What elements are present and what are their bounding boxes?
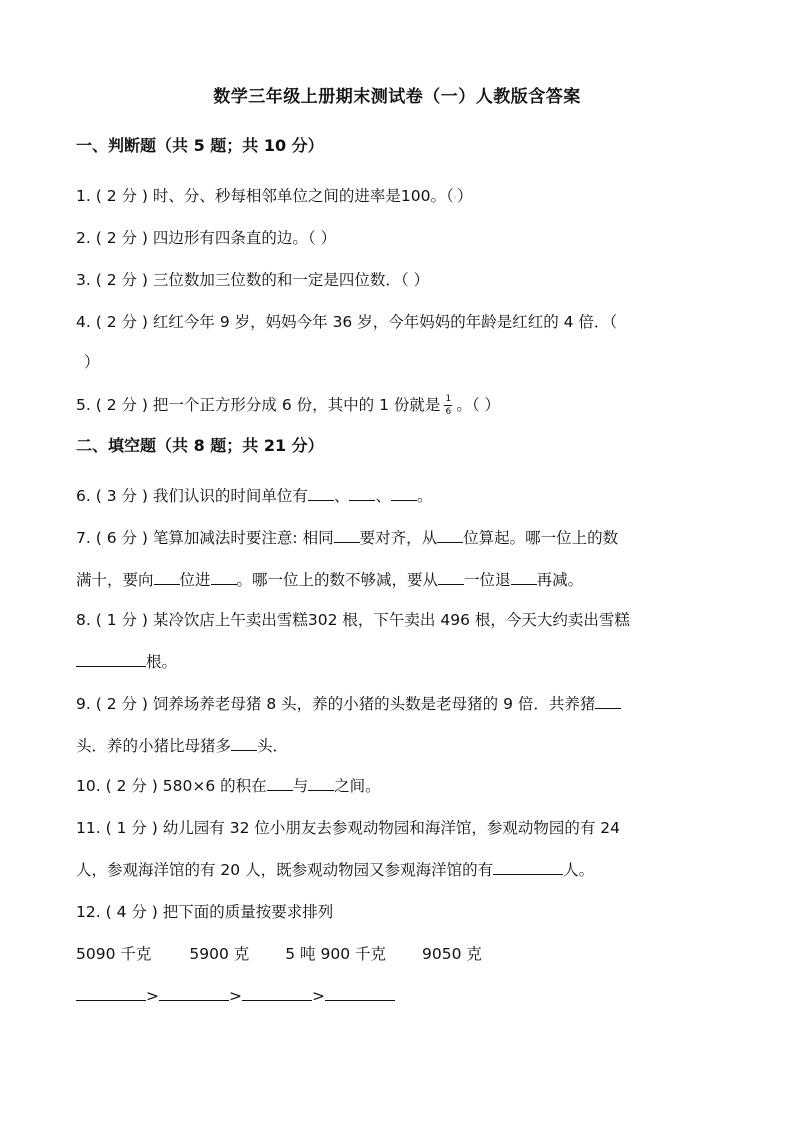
answer-blank[interactable] bbox=[76, 652, 146, 667]
answer-blank[interactable] bbox=[334, 528, 360, 543]
greater-than-sign: > bbox=[146, 987, 159, 1005]
question-text: 笔算加减法时要注意: 相同 bbox=[152, 529, 334, 547]
question-text: 人，参观海洋馆的有 20 人，既参观动物园又参观海洋馆的有 bbox=[76, 861, 494, 879]
question-text: 红红今年 9 岁，妈妈今年 36 岁，今年妈妈的年龄是红红的 4 倍．（ bbox=[152, 313, 618, 331]
question-text: 饲养场养老母猪 8 头，养的小猪的头数是老母猪的 9 倍．共养猪 bbox=[152, 695, 596, 713]
question-number: 11. bbox=[76, 819, 101, 837]
question-5 bbox=[76, 394, 726, 417]
question-score: ( 2 分 ) bbox=[95, 695, 148, 713]
question-text: 。哪一位上的数不够减，要从 bbox=[236, 571, 439, 589]
answer-blank[interactable] bbox=[76, 986, 146, 1001]
fraction-bar bbox=[444, 405, 452, 406]
question-text: 一位退 bbox=[464, 571, 511, 589]
answer-blank[interactable] bbox=[242, 986, 312, 1001]
question-7 bbox=[76, 528, 726, 548]
question-1 bbox=[76, 186, 726, 209]
answer-blank[interactable] bbox=[349, 486, 375, 501]
question-text-end: 根。 bbox=[146, 653, 178, 671]
question-12 bbox=[76, 902, 726, 922]
answer-blank[interactable] bbox=[211, 570, 237, 585]
question-text: 我们认识的时间单位有 bbox=[152, 487, 308, 505]
question-4 bbox=[76, 312, 726, 332]
question-number: 8. bbox=[76, 611, 91, 629]
question-score: ( 1 分 ) bbox=[95, 611, 148, 629]
question-text-end: 头． bbox=[257, 737, 289, 755]
separator: 、 bbox=[375, 487, 391, 505]
question-score: ( 2 分 ) bbox=[95, 229, 148, 247]
question-score: ( 3 分 ) bbox=[95, 487, 148, 505]
question-4-continued: ） bbox=[84, 353, 100, 371]
weights-list bbox=[76, 944, 726, 964]
answer-blank[interactable] bbox=[511, 570, 537, 585]
section-heading-judgment: 一、判断题（共 5 题；共 10 分） bbox=[76, 136, 324, 155]
section-heading-fill-in: 二、填空题（共 8 题；共 21 分） bbox=[76, 436, 324, 455]
question-score: ( 2 分 ) bbox=[95, 187, 148, 205]
question-6 bbox=[76, 486, 726, 506]
question-number: 1. bbox=[76, 187, 91, 205]
question-score: ( 4 分 ) bbox=[105, 903, 158, 921]
question-number: 6. bbox=[76, 487, 91, 505]
answer-blank[interactable] bbox=[493, 860, 563, 875]
question-11-continued bbox=[76, 860, 726, 880]
weight-item: 5 吨 900 千克 bbox=[285, 945, 386, 963]
question-text: 位进 bbox=[179, 571, 211, 589]
greater-than-sign: > bbox=[229, 987, 242, 1005]
question-text-end: 。 bbox=[416, 487, 433, 505]
fraction-numerator: 1 bbox=[445, 394, 452, 404]
question-score: ( 1 分 ) bbox=[105, 819, 158, 837]
question-text: 再减。 bbox=[536, 571, 584, 589]
separator: 、 bbox=[333, 487, 350, 505]
answer-blank[interactable] bbox=[159, 986, 229, 1001]
question-3 bbox=[76, 270, 726, 290]
weight-item: 9050 克 bbox=[421, 945, 482, 963]
weight-item: 5090 千克 bbox=[76, 945, 152, 963]
question-text: 满十，要向 bbox=[76, 571, 154, 589]
mark-dot: · bbox=[453, 193, 457, 204]
question-text-end: ） bbox=[456, 187, 473, 205]
question-score: ( 2 分 ) bbox=[105, 777, 158, 795]
answer-blank[interactable] bbox=[231, 736, 257, 751]
question-text-end: 之间。 bbox=[334, 777, 381, 795]
question-score: ( 6 分 ) bbox=[95, 529, 148, 547]
question-2 bbox=[76, 228, 726, 248]
question-text: 时、分、秒每相邻单位之间的进率是100。（ bbox=[152, 187, 454, 205]
question-score: ( 2 分 ) bbox=[95, 271, 148, 289]
question-number: 7. bbox=[76, 529, 91, 547]
question-text-end: 人。 bbox=[563, 861, 595, 879]
question-10 bbox=[76, 776, 726, 796]
answer-blank[interactable] bbox=[437, 528, 463, 543]
question-text: 把下面的质量按要求排列 bbox=[162, 903, 334, 921]
question-number: 5. bbox=[76, 396, 91, 414]
question-number: 9. bbox=[76, 695, 91, 713]
answer-blank[interactable] bbox=[325, 986, 395, 1001]
question-8 bbox=[76, 610, 726, 630]
answer-blank[interactable] bbox=[267, 776, 293, 791]
greater-than-sign: > bbox=[312, 987, 325, 1005]
fraction-denominator: 6 bbox=[445, 407, 452, 417]
question-number: 10. bbox=[76, 777, 101, 795]
answer-blank[interactable] bbox=[391, 486, 417, 501]
question-text: 与 bbox=[292, 777, 309, 795]
answer-blank[interactable] bbox=[595, 694, 621, 709]
question-8-continued bbox=[76, 652, 726, 672]
answer-blank[interactable] bbox=[154, 570, 180, 585]
question-text: 头．养的小猪比母猪多 bbox=[76, 737, 232, 755]
answer-blank[interactable] bbox=[308, 486, 334, 501]
question-9-continued bbox=[76, 736, 726, 756]
question-text: 四边形有四条直的边。（ ） bbox=[152, 229, 337, 247]
question-text: 580×6 的积在 bbox=[162, 777, 267, 795]
page-title: 数学三年级上册期末测试卷（一）人教版含答案 bbox=[213, 87, 581, 107]
question-text: 要对齐，从 bbox=[359, 529, 438, 547]
ordering-blanks bbox=[76, 986, 726, 1006]
question-score: ( 2 分 ) bbox=[95, 313, 148, 331]
question-number: 3. bbox=[76, 271, 91, 289]
question-number: 2. bbox=[76, 229, 91, 247]
answer-blank[interactable] bbox=[438, 570, 464, 585]
question-number: 12. bbox=[76, 903, 101, 921]
question-11 bbox=[76, 818, 726, 838]
question-text: 位算起。哪一位上的数 bbox=[463, 529, 619, 547]
question-score: ( 2 分 ) bbox=[95, 396, 148, 414]
question-7-continued bbox=[76, 570, 726, 590]
question-text-end: 。（ ） bbox=[456, 396, 501, 414]
question-text: 三位数加三位数的和一定是四位数．（ ） bbox=[152, 271, 430, 289]
question-9 bbox=[76, 694, 726, 714]
question-text: 某冷饮店上午卖出雪糕302 根，下午卖出 496 根，今天大约卖出雪糕 bbox=[152, 611, 630, 629]
weight-item: 5900 克 bbox=[189, 945, 250, 963]
question-text: 幼儿园有 32 位小朋友去参观动物园和海洋馆，参观动物园的有 24 bbox=[162, 819, 621, 837]
answer-blank[interactable] bbox=[308, 776, 334, 791]
question-number: 4. bbox=[76, 313, 91, 331]
question-text: 把一个正方形分成 6 份，其中的 1 份就是 bbox=[152, 396, 441, 414]
fraction-one-sixth bbox=[444, 394, 452, 417]
